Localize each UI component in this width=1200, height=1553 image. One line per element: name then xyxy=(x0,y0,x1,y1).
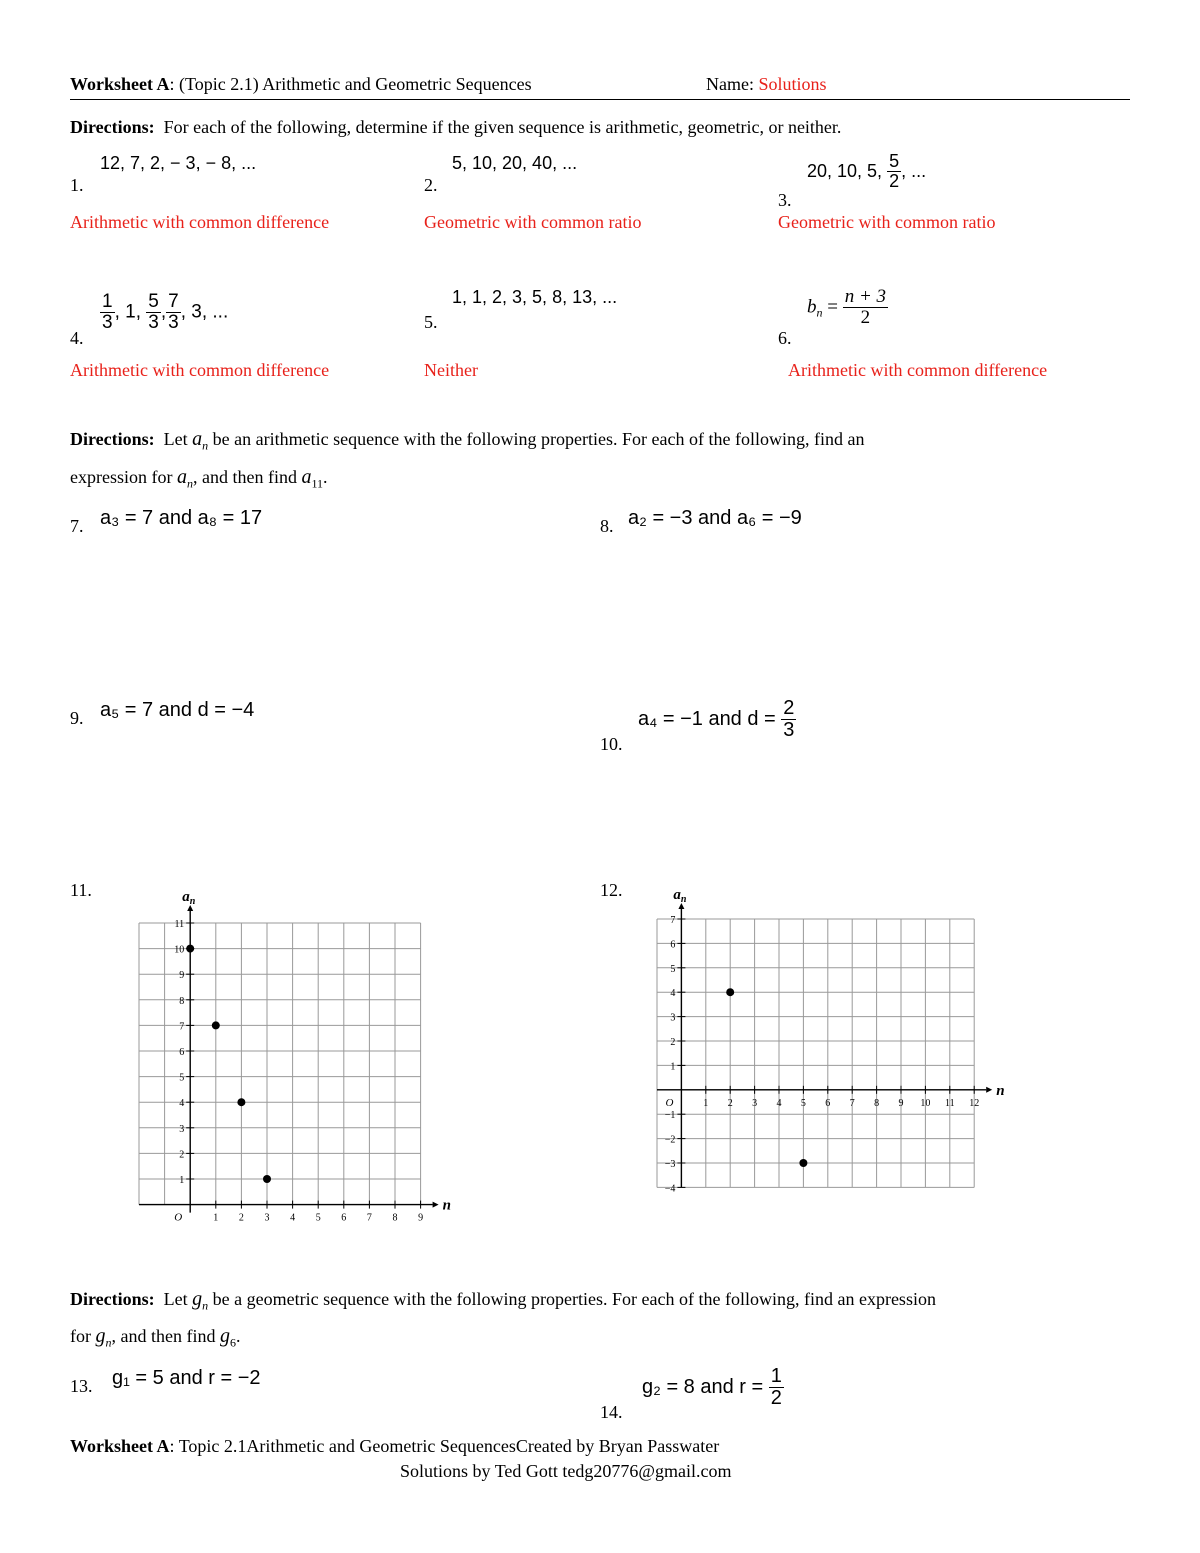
y-tick-label: 2 xyxy=(179,1149,185,1161)
graph-12 xyxy=(645,878,1015,1203)
directions-text: For each of the following, determine if the given sequence is arithmetic, geometric, or neither. xyxy=(163,117,842,137)
fraction xyxy=(166,292,181,333)
footer-line1 xyxy=(70,1436,719,1457)
problem-7-expression: a₃ = 7 and a₈ = 17 xyxy=(100,507,263,529)
x-tick-label: 7 xyxy=(849,1097,855,1109)
problem-3-answer: Geometric with common ratio xyxy=(778,212,996,232)
problem-number-8: 8. xyxy=(600,516,614,536)
y-tick-label: −3 xyxy=(664,1159,676,1170)
data-point xyxy=(799,1159,807,1167)
numerator: 2 xyxy=(783,697,795,719)
y-tick-label: 6 xyxy=(670,939,676,951)
y-axis-label: $a_n$ xyxy=(673,887,687,905)
footer-worksheet-label: Worksheet A xyxy=(70,1436,170,1456)
directions-text: be an arithmetic sequence with the following properties. For each of the following, find an xyxy=(208,429,865,449)
fraction xyxy=(887,152,901,191)
problem-2-answer: Geometric with common ratio xyxy=(424,212,642,232)
comma: , xyxy=(160,301,167,323)
x-tick-label: 3 xyxy=(264,1212,270,1224)
numerator: 1 xyxy=(102,291,113,312)
numerator: 1 xyxy=(770,1365,782,1387)
x-tick-label: 6 xyxy=(341,1212,347,1224)
lhs-var: b xyxy=(807,296,817,318)
y-tick-label: 5 xyxy=(179,1072,185,1084)
numerator: 5 xyxy=(148,291,159,312)
x-axis-label: n xyxy=(442,1197,451,1214)
expr-part: , 1, xyxy=(114,301,141,323)
expr-part: , 3, ... xyxy=(180,301,229,323)
header xyxy=(70,74,532,95)
y-tick-label: 11 xyxy=(174,919,185,930)
sequence-sub: n xyxy=(202,438,209,453)
lhs-sub: n xyxy=(816,305,823,320)
worksheet-label: Worksheet A xyxy=(70,74,170,94)
y-tick-label: 6 xyxy=(179,1047,185,1058)
problem-number-14: 14. xyxy=(600,1402,623,1422)
directions-text: Let xyxy=(163,429,193,449)
problem-5-expression: 1, 1, 2, 3, 5, 8, 13, ... xyxy=(452,287,618,307)
data-point xyxy=(263,1175,271,1183)
fraction xyxy=(769,1366,784,1409)
directions-label: Directions: xyxy=(70,429,155,449)
period: . xyxy=(235,1326,241,1346)
problem-4-expression xyxy=(100,292,228,333)
x-axis-arrow xyxy=(986,1087,992,1093)
denominator: 2 xyxy=(889,170,900,191)
problem-2-expression: 5, 10, 20, 40, ... xyxy=(452,153,578,173)
problem-number-4: 4. xyxy=(70,328,84,348)
expr-part: g₂ = 8 and r = xyxy=(642,1376,764,1398)
y-tick-label: 8 xyxy=(179,995,185,1007)
directions-text: for xyxy=(70,1326,96,1346)
x-tick-label: 4 xyxy=(776,1097,782,1109)
expr-part: a₄ = −1 and d = xyxy=(638,708,776,730)
x-tick-label: 1 xyxy=(703,1097,709,1109)
directions-text: , and then find xyxy=(111,1326,220,1346)
problem-1-expression: 12, 7, 2, − 3, − 8, ... xyxy=(100,153,257,173)
sequence-var: a xyxy=(192,428,203,450)
fraction xyxy=(843,287,888,328)
numerator: 5 xyxy=(889,151,900,171)
sequence-var: a xyxy=(176,466,187,488)
x-tick-label: 9 xyxy=(898,1097,904,1109)
target-sub: 11 xyxy=(311,476,324,491)
problem-number-5: 5. xyxy=(424,312,438,332)
denominator: 3 xyxy=(102,311,113,333)
problem-6-answer: Arithmetic with common difference xyxy=(788,360,1048,380)
problem-14-expression xyxy=(642,1366,784,1409)
header-rule xyxy=(70,99,1130,100)
y-tick-label: 5 xyxy=(670,963,676,975)
x-axis-label: n xyxy=(996,1082,1005,1099)
section3-directions-line1 xyxy=(70,1288,936,1314)
data-point xyxy=(237,1098,245,1106)
sequence-sub: n xyxy=(105,1335,112,1350)
data-point xyxy=(726,988,734,996)
target-var: g xyxy=(219,1325,230,1347)
problem-4-answer: Arithmetic with common difference xyxy=(70,360,330,380)
target-var: a xyxy=(301,466,312,488)
x-tick-label: 8 xyxy=(392,1212,398,1224)
problem-13-expression: g₁ = 5 and r = −2 xyxy=(112,1367,261,1389)
y-axis-label-sub: n xyxy=(189,896,196,907)
problem-number-9: 9. xyxy=(70,708,84,728)
denominator: 2 xyxy=(860,306,871,328)
fraction xyxy=(146,292,161,333)
origin-label: O xyxy=(174,1211,183,1224)
footer-credit: : Topic 2.1Arithmetic and Geometric SequencesCreated by Bryan Passwater xyxy=(169,1436,720,1456)
problem-8-expression: a₂ = −3 and a₆ = −9 xyxy=(628,507,802,529)
x-axis-arrow xyxy=(433,1202,439,1208)
graph-11 xyxy=(120,876,470,1226)
x-tick-label: 2 xyxy=(727,1097,733,1109)
y-tick-label: 4 xyxy=(179,1098,185,1110)
y-tick-label: 7 xyxy=(179,1021,185,1033)
denominator: 2 xyxy=(770,1387,782,1409)
y-tick-label: −4 xyxy=(664,1183,676,1195)
section1-directions xyxy=(70,117,841,138)
x-tick-label: 11 xyxy=(944,1097,955,1109)
y-tick-label: 7 xyxy=(670,915,676,926)
denominator: 3 xyxy=(783,719,795,741)
problem-10-expression xyxy=(638,698,796,741)
problem-9-expression: a₅ = 7 and d = −4 xyxy=(100,699,255,721)
problem-number-3: 3. xyxy=(778,190,792,210)
problem-1-answer: Arithmetic with common difference xyxy=(70,212,330,232)
y-tick-label: 1 xyxy=(670,1061,676,1073)
x-tick-label: 5 xyxy=(315,1212,321,1224)
x-tick-label: 5 xyxy=(800,1097,806,1109)
y-tick-label: 3 xyxy=(179,1123,185,1135)
directions-text: expression for xyxy=(70,467,177,487)
x-tick-label: 6 xyxy=(825,1097,831,1109)
sequence-var: g xyxy=(192,1288,203,1310)
expr-part: 20, 10, 5, xyxy=(807,160,883,181)
section2-directions-line1 xyxy=(70,428,864,454)
directions-text: be a geometric sequence with the following properties. For each of the following, find an expression xyxy=(208,1289,936,1309)
numerator: n + 3 xyxy=(844,286,887,307)
y-tick-label: 3 xyxy=(670,1012,676,1024)
sequence-var: g xyxy=(95,1325,106,1347)
x-tick-label: 8 xyxy=(874,1097,880,1109)
y-tick-label: 10 xyxy=(174,944,185,956)
problem-5-answer: Neither xyxy=(424,360,478,380)
name-label: Name: xyxy=(706,74,759,94)
problem-number-7: 7. xyxy=(70,516,84,536)
numerator: 7 xyxy=(168,291,179,312)
worksheet-topic: : (Topic 2.1) Arithmetic and Geometric Sequences xyxy=(169,74,532,94)
x-tick-label: 3 xyxy=(752,1097,758,1109)
equals: = xyxy=(822,296,838,318)
name-field xyxy=(706,74,827,95)
y-axis-label-sub: n xyxy=(680,894,687,905)
y-tick-label: 4 xyxy=(670,988,676,1000)
y-axis-label: $a_n$ xyxy=(182,889,196,907)
problem-number-12: 12. xyxy=(600,880,623,900)
denominator: 3 xyxy=(168,311,179,333)
denominator: 3 xyxy=(148,311,159,333)
x-tick-label: 2 xyxy=(238,1212,244,1224)
problem-number-2: 2. xyxy=(424,175,438,195)
directions-text: Let xyxy=(163,1289,193,1309)
fraction xyxy=(781,698,796,741)
y-tick-label: 2 xyxy=(670,1037,676,1048)
footer-line2: Solutions by Ted Gott tedg20776@gmail.com xyxy=(400,1461,732,1481)
data-point xyxy=(212,1021,220,1029)
problem-number-13: 13. xyxy=(70,1376,93,1396)
problem-3-expression xyxy=(807,152,926,191)
section2-directions-line2 xyxy=(70,466,328,492)
problem-number-10: 10. xyxy=(600,734,623,754)
section3-directions-line2 xyxy=(70,1325,240,1351)
x-tick-label: 7 xyxy=(366,1212,372,1224)
expr-part: , ... xyxy=(901,160,927,181)
y-tick-label: 1 xyxy=(179,1175,185,1186)
y-tick-label: −2 xyxy=(664,1134,676,1146)
sequence-sub: n xyxy=(202,1298,209,1313)
target-sub: 6 xyxy=(229,1335,236,1350)
x-tick-label: 9 xyxy=(418,1212,424,1224)
data-point xyxy=(186,945,194,953)
directions-text: , and then find xyxy=(192,467,302,487)
x-tick-label: 4 xyxy=(290,1212,296,1224)
name-value: Solutions xyxy=(758,74,827,94)
problem-number-6: 6. xyxy=(778,328,792,348)
directions-label: Directions: xyxy=(70,1289,155,1309)
y-tick-label: −1 xyxy=(664,1110,676,1122)
y-tick-label: 9 xyxy=(179,970,185,982)
x-tick-label: 1 xyxy=(213,1212,219,1224)
sequence-sub: n xyxy=(186,476,193,491)
origin-label: O xyxy=(665,1096,674,1109)
problem-6-expression xyxy=(807,287,888,328)
period: . xyxy=(323,467,328,487)
x-tick-label: 10 xyxy=(920,1097,931,1109)
problem-number-11: 11. xyxy=(70,880,92,900)
fraction xyxy=(100,292,115,333)
problem-number-1: 1. xyxy=(70,175,84,195)
directions-label: Directions: xyxy=(70,117,155,137)
x-tick-label: 12 xyxy=(969,1097,980,1109)
